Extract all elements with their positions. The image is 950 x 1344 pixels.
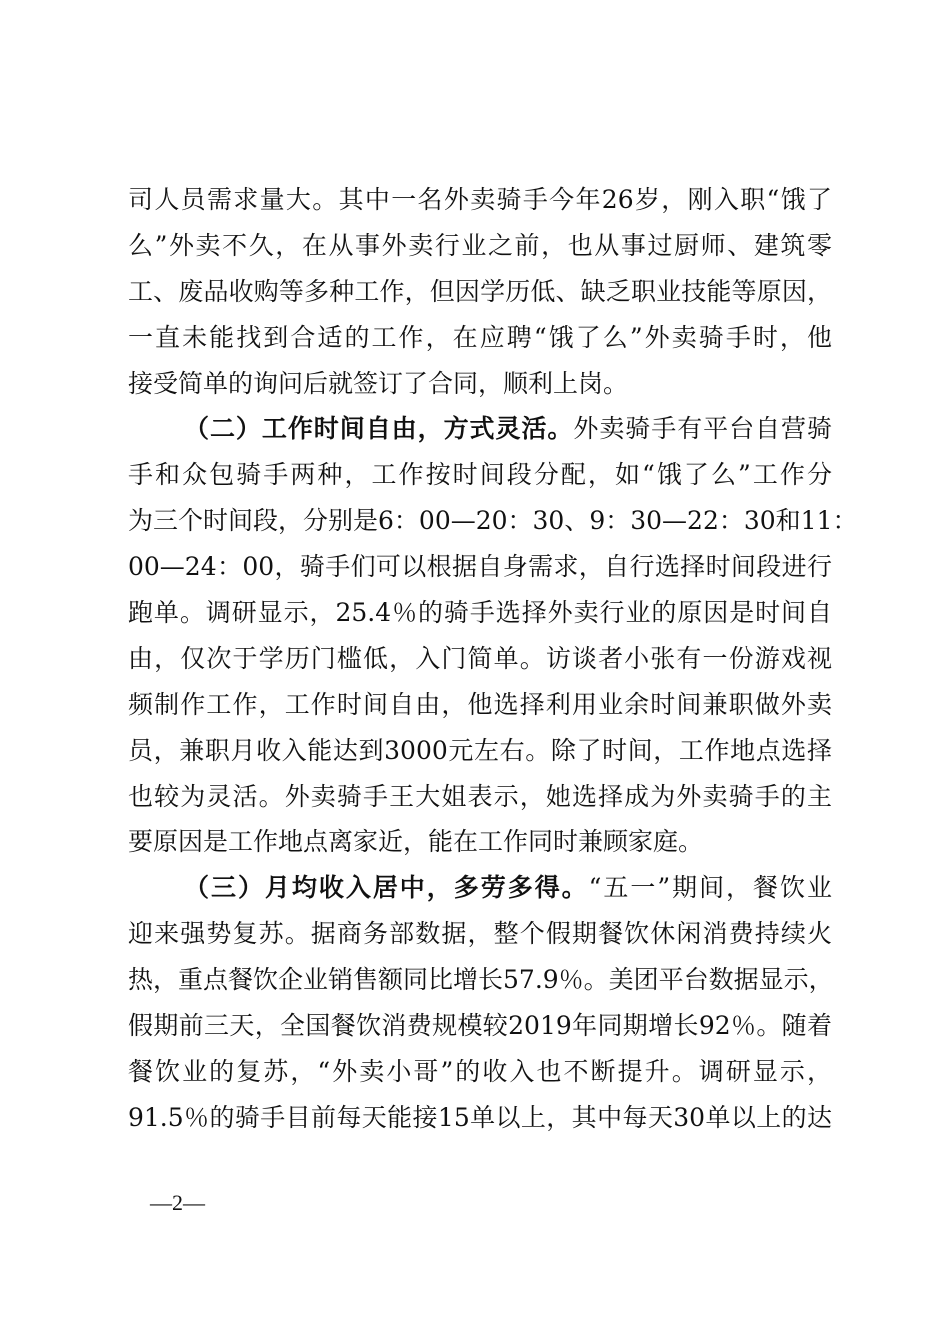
section-heading: （三）月均收入居中，多劳多得。 <box>184 873 589 903</box>
text-line: 跑单。调研显示，25.4％的骑手选择外卖行业的原因是时间自 <box>128 598 832 628</box>
text-line: 么”外卖不久，在从事外卖行业之前，也从事过厨师、建筑零 <box>128 230 832 260</box>
text-line: 餐饮业的复苏，“外卖小哥”的收入也不断提升。调研显示， <box>128 1056 832 1086</box>
text-line: 由，仅次于学历门槛低，入门简单。访谈者小张有一份游戏视 <box>128 643 832 673</box>
text-line <box>128 865 832 911</box>
text-line: 司人员需求量大。其中一名外卖骑手今年26岁，刚入职“饿了 <box>128 185 832 214</box>
text-line: 频制作工作，工作时间自由，他选择利用业余时间兼职做外卖 <box>128 689 832 719</box>
paragraph-1 <box>128 177 832 406</box>
text-line: 00—24：00，骑手们可以根据自身需求，自行选择时间段进行 <box>128 552 832 582</box>
text-span: “五一”期间，餐饮业 <box>588 873 832 903</box>
text-span: 外卖骑手有平台自营骑 <box>573 414 832 444</box>
text-line: 为三个时间段，分别是6：00—20：30、9：30—22：30和11： <box>128 506 858 536</box>
text-line: 员，兼职月收入能达到3000元左右。除了时间，工作地点选择 <box>128 735 832 765</box>
paragraph-3 <box>128 865 832 1140</box>
text-line <box>128 406 832 452</box>
text-line: 迎来强势复苏。据商务部数据，整个假期餐饮休闲消费持续火 <box>128 919 832 949</box>
text-line: 工、废品收购等多种工作，但因学历低、缺乏职业技能等原因， <box>128 276 832 306</box>
paragraph-2 <box>128 406 858 865</box>
document-body <box>128 177 858 1141</box>
text-line: 手和众包骑手两种，工作按时间段分配，如“饿了么”工作分 <box>128 460 832 490</box>
text-line: 接受简单的询问后就签订了合同，顺利上岗。 <box>128 368 629 398</box>
text-line: 热，重点餐饮企业销售额同比增长57.9％。美团平台数据显示， <box>128 965 834 995</box>
text-line: 假期前三天，全国餐饮消费规模较2019年同期增长92％。随着 <box>128 1011 832 1041</box>
text-line: 91.5％的骑手目前每天能接15单以上，其中每天30单以上的达 <box>128 1102 832 1132</box>
text-line: 一直未能找到合适的工作，在应聘“饿了么”外卖骑手时，他 <box>128 322 832 352</box>
text-line: 也较为灵活。外卖骑手王大姐表示，她选择成为外卖骑手的主 <box>128 781 832 811</box>
page-number: —2— <box>150 1190 205 1215</box>
text-line: 要原因是工作地点离家近，能在工作同时兼顾家庭。 <box>128 827 704 857</box>
section-heading: （二）工作时间自由，方式灵活。 <box>184 414 574 444</box>
